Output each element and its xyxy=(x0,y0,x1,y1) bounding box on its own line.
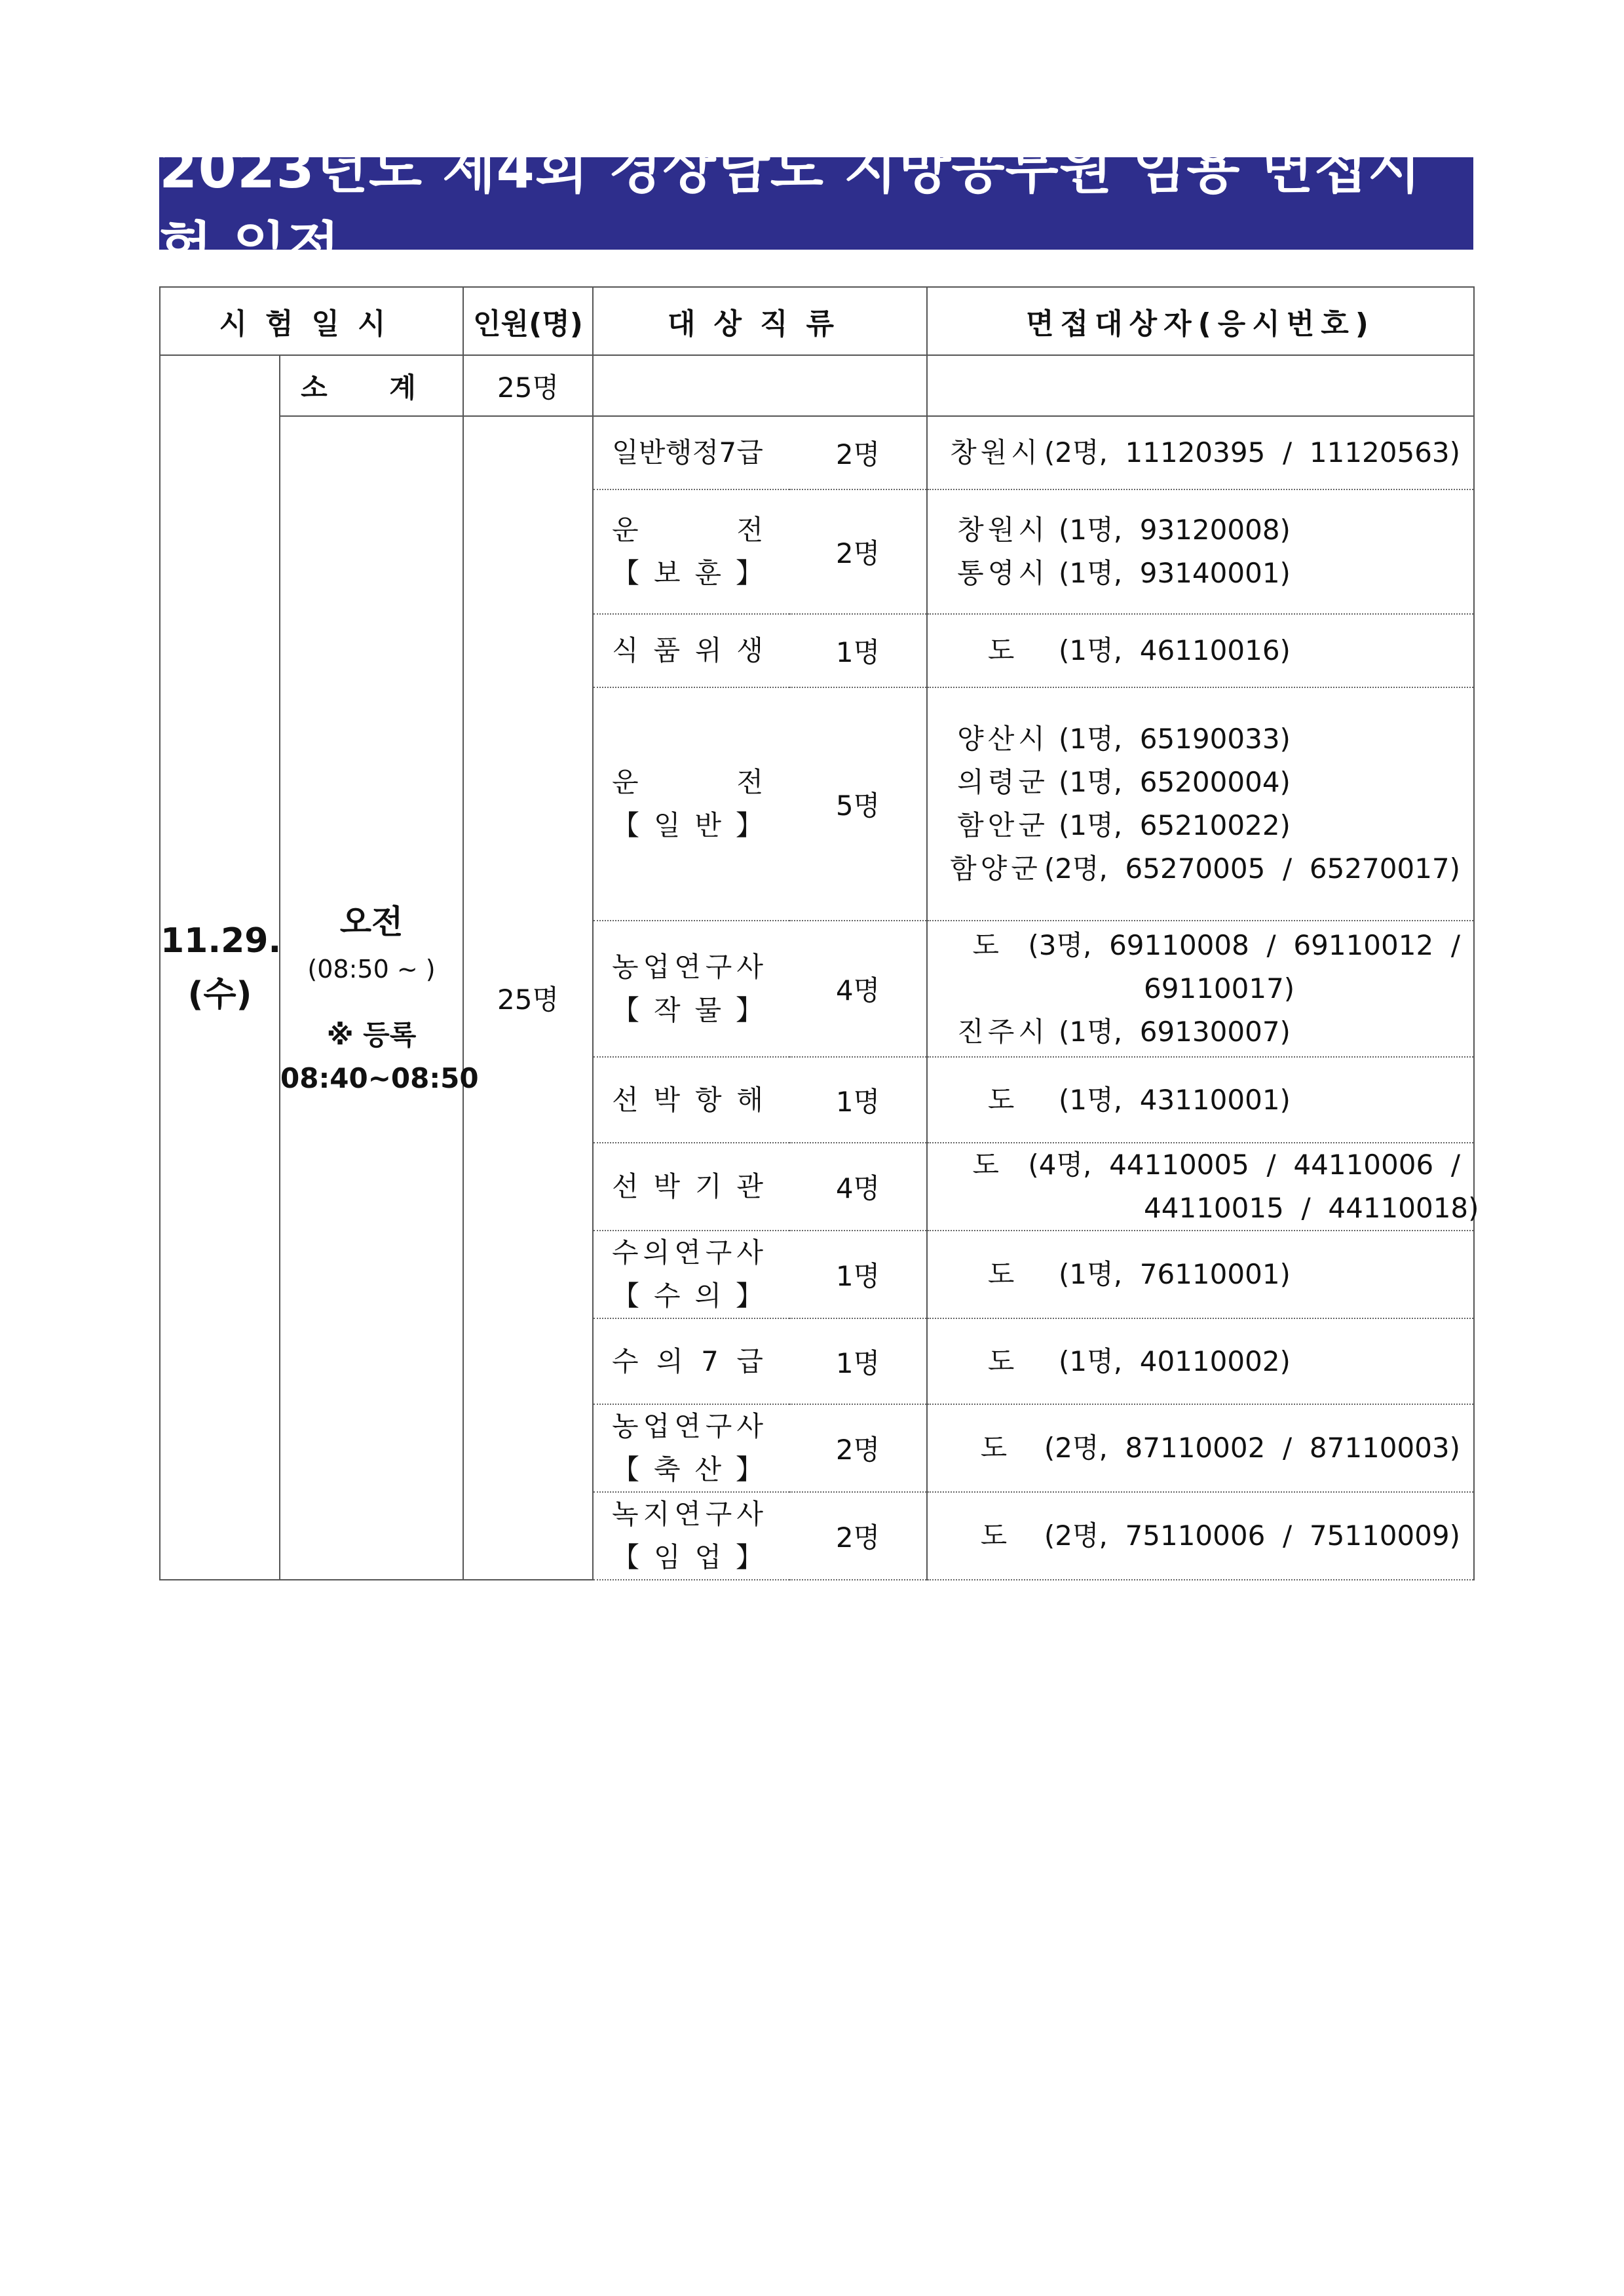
category-count: 1명 xyxy=(789,614,927,687)
date-cell xyxy=(160,355,280,1580)
registration-time: 08:40~08:50 xyxy=(280,1062,479,1094)
target-location: 도 xyxy=(980,1520,1011,1552)
target-location: 도 xyxy=(980,1432,1011,1464)
target-detail: (2명, 75110006 / 75110009) xyxy=(1044,1520,1461,1552)
category-count: 1명 xyxy=(789,1318,927,1404)
target-line xyxy=(947,621,1460,680)
category-cell xyxy=(593,1318,789,1404)
subtotal-targets-blank xyxy=(927,355,1474,416)
target-line xyxy=(947,718,1460,761)
target-location: 진주시 xyxy=(957,1016,1049,1048)
subtotal-label: 소 계 xyxy=(280,355,463,416)
category-count: 2명 xyxy=(789,416,927,489)
target-detail: (4명, 44110005 / 44110006 / xyxy=(1028,1149,1461,1181)
category-count: 1명 xyxy=(789,1057,927,1143)
category-subname: 【 보 훈 】 xyxy=(612,557,764,589)
target-detail: (1명, 40110002) xyxy=(1059,1345,1291,1377)
category-name: 수 의 7 급 xyxy=(612,1345,763,1377)
target-line xyxy=(947,924,1460,967)
target-line xyxy=(947,1010,1460,1054)
session-date: 11.29. xyxy=(161,921,282,961)
targets-cell xyxy=(927,1492,1474,1580)
target-line xyxy=(947,423,1460,482)
targets-cell xyxy=(927,921,1474,1057)
target-location: 도 xyxy=(972,1149,1003,1181)
category-cell xyxy=(593,1492,789,1580)
subtotal-row xyxy=(160,355,1474,416)
category-count: 4명 xyxy=(789,921,927,1057)
table-row xyxy=(160,416,1474,489)
target-detail-continued: 69110017) xyxy=(1144,972,1295,1004)
target-detail: (1명, 69130007) xyxy=(1059,1016,1291,1048)
category-subname: 【 수 의 】 xyxy=(612,1280,764,1312)
targets-cell xyxy=(927,1231,1474,1318)
category-cell xyxy=(593,1057,789,1143)
target-detail: (1명, 65210022) xyxy=(1059,809,1291,841)
category-cell xyxy=(593,921,789,1057)
target-detail: (2명, 87110002 / 87110003) xyxy=(1044,1432,1461,1464)
target-detail: (1명, 65190033) xyxy=(1059,723,1291,755)
targets-cell xyxy=(927,1318,1474,1404)
target-line xyxy=(947,552,1460,595)
targets-cell xyxy=(927,614,1474,687)
target-location: 도 xyxy=(987,634,1019,666)
category-cell xyxy=(593,1143,789,1231)
target-line xyxy=(947,761,1460,804)
targets-cell xyxy=(927,489,1474,614)
targets-cell xyxy=(927,1057,1474,1143)
target-detail: (2명, 65270005 / 65270017) xyxy=(1044,852,1461,885)
target-location: 도 xyxy=(972,929,1003,961)
category-name: 농 업 연 구 사 xyxy=(612,1410,763,1442)
targets-cell xyxy=(927,1143,1479,1231)
header-category: 대상직류 xyxy=(593,287,927,355)
category-name: 선 박 항 해 xyxy=(612,1083,763,1116)
session-time: (08:50 ~ ) xyxy=(307,955,436,984)
target-location: 창원시 xyxy=(950,436,1042,469)
header-targets: 면접대상자(응시번호) xyxy=(927,287,1474,355)
category-subname: 【 임 업 】 xyxy=(612,1541,764,1573)
target-location: 함양군 xyxy=(950,852,1042,885)
target-detail-continued: 44110015 / 44110018) xyxy=(1144,1192,1479,1224)
registration-label: ※ 등록 xyxy=(326,1019,417,1051)
target-line xyxy=(947,1143,1460,1187)
target-line xyxy=(947,1506,1460,1565)
target-location: 창원시 xyxy=(957,514,1049,546)
session-period: 오전 xyxy=(339,903,404,941)
target-detail: (1명, 46110016) xyxy=(1059,634,1291,666)
target-detail: (1명, 93140001) xyxy=(1059,557,1291,589)
category-cell xyxy=(593,1404,789,1492)
target-detail: (1명, 93120008) xyxy=(1059,514,1291,546)
target-location: 양산시 xyxy=(957,723,1049,755)
subtotal-count: 25명 xyxy=(463,355,593,416)
target-detail: (1명, 65200004) xyxy=(1059,766,1291,798)
category-count: 5명 xyxy=(789,687,927,921)
target-location: 도 xyxy=(987,1345,1019,1377)
targets-cell xyxy=(927,687,1474,921)
category-subname: 【 일 반 】 xyxy=(612,809,764,841)
target-location: 의령군 xyxy=(957,766,1049,798)
category-count: 2명 xyxy=(789,1492,927,1580)
target-detail: (1명, 43110001) xyxy=(1059,1083,1291,1116)
category-name: 운 전 xyxy=(612,766,764,798)
category-cell xyxy=(593,614,789,687)
targets-cell xyxy=(927,416,1474,489)
category-count: 1명 xyxy=(789,1231,927,1318)
target-line xyxy=(947,508,1460,552)
category-name: 운 전 xyxy=(612,514,764,546)
category-cell xyxy=(593,1231,789,1318)
category-name: 선 박 기 관 xyxy=(612,1170,763,1202)
header-row xyxy=(160,287,1474,355)
category-name: 농 업 연 구 사 xyxy=(612,951,763,983)
header-datetime: 시험일시 xyxy=(160,287,463,355)
target-line xyxy=(947,1419,1460,1478)
subtotal-category-blank xyxy=(593,355,927,416)
target-detail: (3명, 69110008 / 69110012 / xyxy=(1028,929,1461,961)
target-location: 함안군 xyxy=(957,809,1049,841)
session-weekday: (수) xyxy=(187,974,252,1014)
target-line xyxy=(947,1071,1460,1130)
target-line xyxy=(947,847,1460,890)
target-location: 도 xyxy=(987,1083,1019,1116)
target-line xyxy=(947,1332,1460,1391)
category-subname: 【 작 물 】 xyxy=(612,994,764,1026)
category-cell xyxy=(593,687,789,921)
schedule-table xyxy=(159,286,1479,1580)
category-count: 2명 xyxy=(789,489,927,614)
category-cell xyxy=(593,416,789,489)
category-name: 식 품 위 생 xyxy=(612,634,763,666)
category-name: 녹 지 연 구 사 xyxy=(612,1498,763,1530)
header-count: 인원(명) xyxy=(463,287,593,355)
category-name: 수 의 연 구 사 xyxy=(612,1236,763,1269)
target-detail: (1명, 76110001) xyxy=(1059,1258,1291,1290)
page-title: 2023년도 제4회 경상남도 지방공무원 임용 면접시험 일정 xyxy=(159,157,1473,250)
target-detail: (2명, 11120395 / 11120563) xyxy=(1044,436,1461,469)
session-count: 25명 xyxy=(463,416,593,1580)
target-line xyxy=(947,804,1460,847)
category-count: 2명 xyxy=(789,1404,927,1492)
category-name: 일 반 행 정 7 급 xyxy=(612,436,763,469)
targets-cell xyxy=(927,1404,1474,1492)
target-line xyxy=(947,1245,1460,1304)
target-location: 통영시 xyxy=(957,557,1049,589)
category-cell xyxy=(593,489,789,614)
category-subname: 【 축 산 】 xyxy=(612,1453,764,1485)
target-location: 도 xyxy=(987,1258,1019,1290)
time-cell xyxy=(280,416,479,1580)
category-count: 4명 xyxy=(789,1143,927,1231)
